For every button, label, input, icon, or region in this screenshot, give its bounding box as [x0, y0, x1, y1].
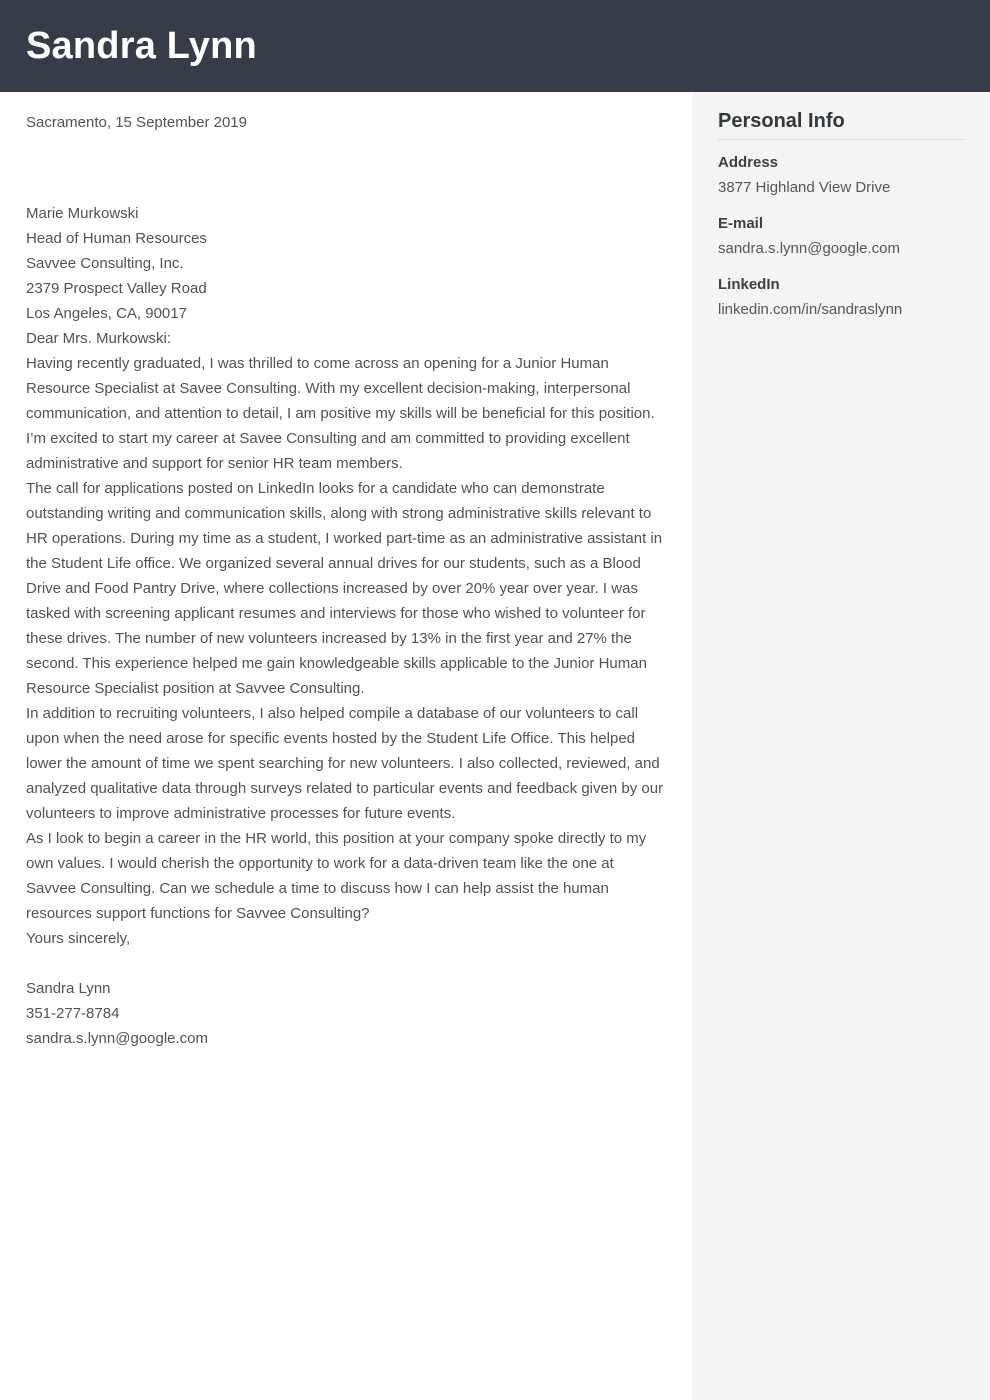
signature-block — [26, 976, 666, 1051]
content-area — [0, 92, 990, 1400]
date-line: Sacramento, 15 September 2019 — [26, 114, 247, 131]
paragraph-3: In addition to recruiting volunteers, I also helped compile a database of our volunteers to call upon when the need arose for specific events hosted by the Student Life Office. This helped lower the amount of time we spent searching for new volunteers. I also collected, reviewed, and analyzed qualitative data through surveys related to particular events and feedback given by our volunteers to improve administrative processes for future events. — [26, 705, 664, 822]
recipient-block — [26, 201, 666, 326]
letter-header — [0, 0, 990, 92]
candidate-name: Sandra Lynn — [26, 24, 257, 67]
letter-body — [0, 92, 692, 1400]
linkedin-value: linkedin.com/in/sandraslynn — [718, 301, 903, 318]
salutation: Dear Mrs. Murkowski: — [26, 330, 172, 347]
personal-info-sidebar — [692, 92, 990, 1400]
paragraph-2: The call for applications posted on LinkedIn looks for a candidate who can demonstrate outstanding writing and communication skills, along with strong administrative skills relevant to HR operations. During my time as a student, I worked part-time as an administrative assistant in the Student Life office. We organized several annual drives for our students, such as a Blood Drive and Food Pantry Drive, where collections increased by over 20% year over year. I was tasked with screening applicant resumes and interviews for those who wished to volunteer for these drives. The number of new volunteers increased by 13% in the first year and 27% the second. This experience helped me gain knowledgeable skills applicable to the Junior Human Resource Specialist position at Savvee Consulting. — [26, 480, 663, 697]
sidebar-title: Personal Info — [718, 108, 965, 140]
closing-line: Yours sincerely, — [26, 930, 131, 947]
signature-email: sandra.s.lynn@google.com — [26, 1030, 208, 1047]
address-value: 3877 Highland View Drive — [718, 179, 891, 196]
address-label: Address — [718, 154, 779, 171]
info-item-linkedin — [718, 275, 965, 320]
recipient-name: Marie Murkowski — [26, 205, 139, 222]
recipient-title: Head of Human Resources — [26, 230, 207, 247]
recipient-company: Savvee Consulting, Inc. — [26, 255, 184, 272]
info-item-email — [718, 214, 965, 259]
info-item-address — [718, 153, 965, 198]
recipient-city: Los Angeles, CA, 90017 — [26, 305, 187, 322]
paragraph-1: Having recently graduated, I was thrilled to come across an opening for a Junior Human Resource Specialist at Savee Consulting. With my excellent decision-making, interpersonal communication, and attention to detail, I am positive my skills will be beneficial for this position. I’m excited to start my career at Savee Consulting and am committed to providing excellent administrative and support for senior HR team members. — [26, 355, 655, 472]
recipient-street: 2379 Prospect Valley Road — [26, 280, 207, 297]
linkedin-label: LinkedIn — [718, 276, 780, 293]
signature-phone: 351-277-8784 — [26, 1005, 120, 1022]
paragraph-4: As I look to begin a career in the HR world, this position at your company spoke directly to my own values. I would cherish the opportunity to work for a data-driven team like the one at Savvee Consulting. Can we schedule a time to discuss how I can help assist the human resources support functions for Savvee Consulting? — [26, 830, 647, 922]
email-label: E-mail — [718, 215, 764, 232]
signature-name: Sandra Lynn — [26, 980, 111, 997]
email-value: sandra.s.lynn@google.com — [718, 240, 900, 257]
